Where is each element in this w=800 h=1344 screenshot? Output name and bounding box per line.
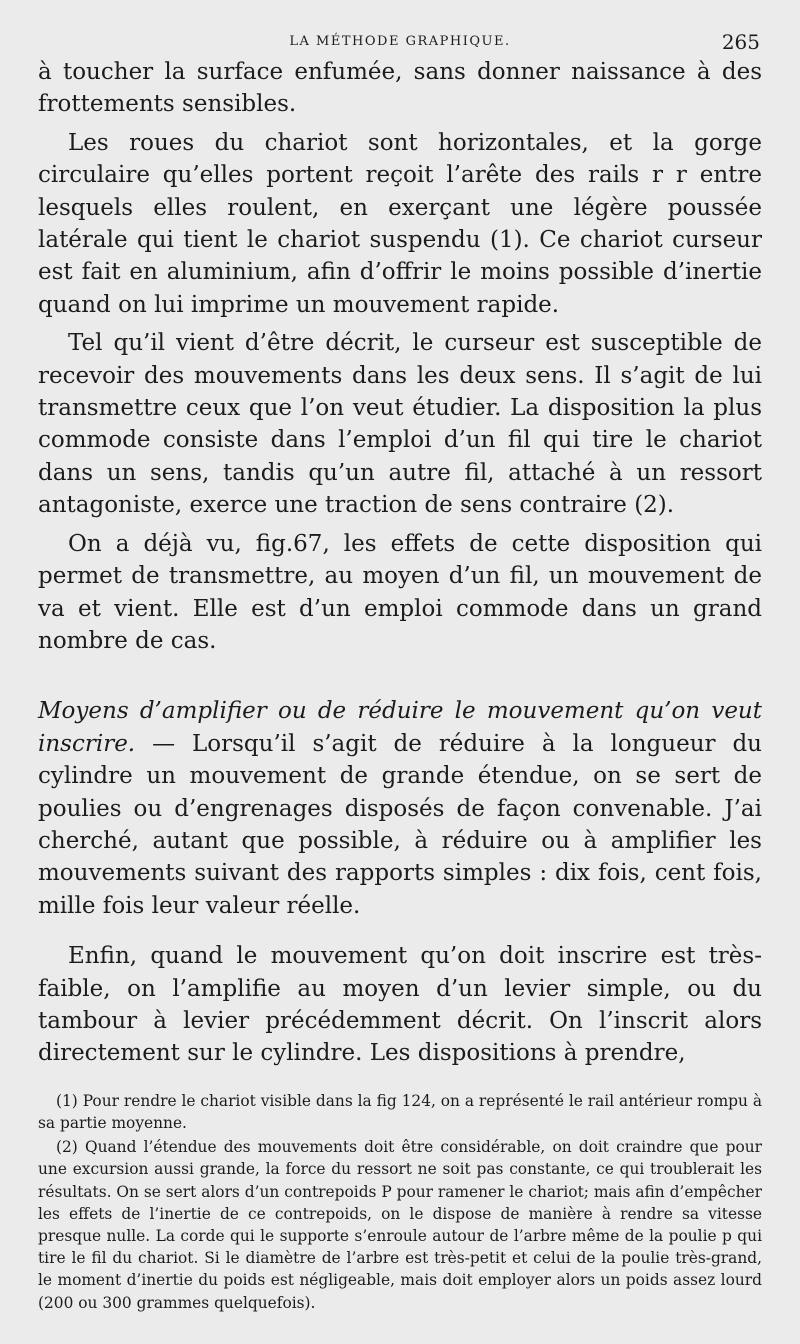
paragraph-amplification: Enfin, quand le mouvement qu’on doit inscrire est très-faible, on l’amplifie au moyen d’un levier simple, ou du tambour à levier précédemment décrit. On l’inscrit alors directement sur le cylindre. Les dispositions à prendre,: [38, 943, 762, 1067]
running-title: LA MÉTHODE GRAPHIQUE.: [289, 34, 511, 49]
page-number: 265: [721, 30, 760, 54]
paragraph-cursor: Tel qu’il vient d’être décrit, le curseur est susceptible de recevoir des mouvements dans les deux sens. Il s’agit de lui transmettre ceux que l’on veut étudier. La disposition la plus commode consiste dans l’emploi d’un fil qui tire le chariot dans un sens, tandis qu’un autre fil, attaché à un ressort antagoniste, exerce une traction de sens contraire (2).: [38, 330, 762, 519]
section-heading: Moyens d’amplifier ou de réduire le mouvement qu’on veut inscrire.: [38, 698, 762, 757]
paragraph-continuation: à toucher la surface enfumée, sans donner naissance à des frottements sensibles.: [38, 59, 762, 118]
page: [38, 28, 762, 1314]
paragraph-wheels: Les roues du chariot sont horizontales, et la gorge circulaire qu’elles portent reçoit l’arête des rails r r entre lesquels elles roulent, en exerçant une légère poussée latérale qui tient le chariot suspendu (1). Ce chariot curseur est fait en aluminium, afin d’offrir le moins possible d’inertie quand on lui imprime un mouvement rapide.: [38, 129, 762, 318]
footnote-1: (1) Pour rendre le chariot visible dans la fig 124, on a représenté le rail antérieur rompu à sa partie moyenne.: [38, 1091, 762, 1132]
footnote-2: (2) Quand l’étendue des mouvements doit être considérable, on doit craindre que pour une excursion aussi grande, la force du ressort ne soit pas constante, ce qui troublerait les résultats. On se sert alors d’un contrepoids P pour ramener le chariot; mais afin d’empêcher les effets de l’inertie de ce contrepoids, on le dispose de manière à rendre sa vitesse presque nulle. La corde qui le supporte s’enroule autour de l’arbre même de la poulie p qui tire le fil du chariot. Si le diamètre de l’arbre est très-petit et celui de la poulie très-grand, le moment d’inertie du poids est négligeable, mais doit employer alors un poids assez lourd (200 ou 300 grammes quelquefois).: [38, 1138, 762, 1312]
section-text: — Lorsqu’il s’agit de réduire à la longueur du cylindre un mouvement de grande étendue, on se sert de poulies ou d’engrenages disposés de façon convenable. J’ai cherché, autant que possible, à réduire ou à amplifier les mouvements suivant des rapports simples : dix fois, cent fois, mille fois leur valeur réelle.: [38, 730, 762, 919]
page-header: [38, 28, 762, 56]
footnotes: [38, 1090, 762, 1314]
paragraph-section: [38, 695, 762, 922]
paragraph-figure-reference: On a déjà vu, fig.67, les effets de cette disposition qui permet de transmettre, au moyen d’un fil, un mouvement de va et vient. Elle est d’un emploi commode dans un grand nombre de cas.: [38, 530, 762, 654]
